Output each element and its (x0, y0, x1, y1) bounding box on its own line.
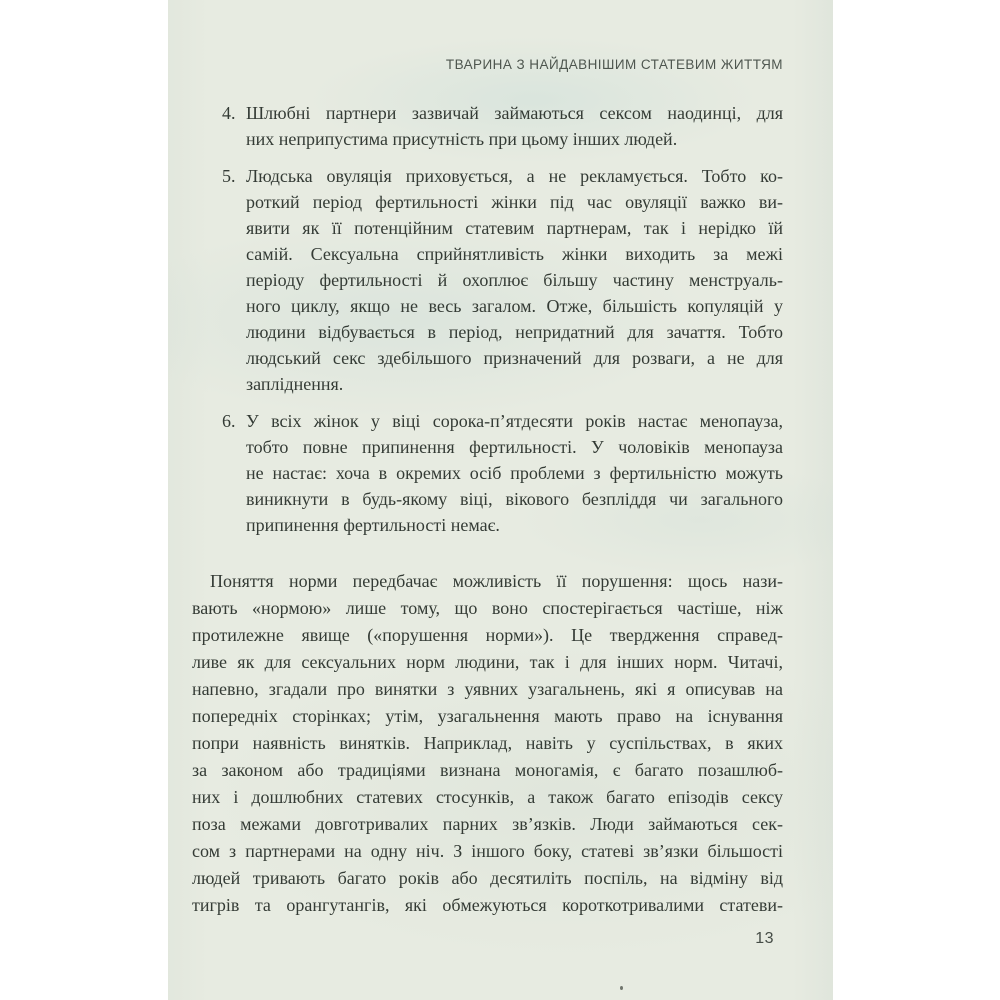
list-item (222, 100, 783, 152)
list-item-number: 5. (222, 166, 236, 186)
text-line: них неприпустима присутність при цьому інших людей. (246, 129, 678, 149)
list-item-number: 4. (222, 103, 236, 123)
list-item (222, 163, 783, 397)
text-line: людей тривають багато років або десятиліть поспіль, на відміну від (192, 868, 783, 888)
book-page (168, 0, 833, 1000)
list-item-text (246, 163, 783, 397)
text-line: періоду фертильності й охоплює більшу частину менструаль- (246, 270, 783, 290)
text-line: У всіх жінок у віці сорока-п’ятдесяти років настає менопауза, (246, 411, 783, 431)
body-paragraph (192, 568, 783, 919)
list-item (222, 408, 783, 538)
text-line: ного циклу, якщо не весь загалом. Отже, більшість копуляцій у (246, 296, 783, 316)
text-line: людський секс здебільшого призначений для розваги, а не для (246, 348, 783, 368)
text-line: попри наявність винятків. Наприклад, навіть у суспільствах, в яких (192, 733, 783, 753)
text-line: Шлюбні партнери зазвичай займаються сексом наодинці, для (246, 103, 783, 123)
text-line: Поняття норми передбачає можливість її порушення: щось нази- (210, 571, 783, 591)
list-item-number: 6. (222, 411, 236, 431)
text-line: протилежне явище («порушення норми»). Це твердження справед- (192, 625, 783, 645)
numbered-list (222, 100, 783, 538)
text-line: роткий період фертильності жінки під час овуляції важко ви- (246, 192, 783, 212)
text-line: сом з партнерами на одну ніч. З іншого боку, статеві зв’язки більшості (192, 841, 783, 861)
list-item-text (246, 100, 783, 152)
text-line: ливе як для сексуальних норм людини, так і для інших норм. Читачі, (192, 652, 783, 672)
text-line: попередніх сторінках; утім, узагальнення мають право на існування (192, 706, 783, 726)
text-line: тобто повне припинення фертильності. У чоловіків менопауза (246, 437, 783, 457)
text-line: припинення фертильності немає. (246, 515, 500, 535)
text-line: вають «нормою» лише тому, що воно спостерігається частіше, ніж (192, 598, 783, 618)
text-line: самій. Сексуальна сприйнятливість жінки виходить за межі (246, 244, 783, 264)
text-line: явити як її потенційним статевим партнерам, так і нерідко їй (246, 218, 783, 238)
text-line: не настає: хоча в окремих осіб проблеми з фертильністю можуть (246, 463, 783, 483)
running-header: ТВАРИНА З НАЙДАВНІШИМ СТАТЕВИМ ЖИТТЯМ (445, 57, 783, 72)
text-line: виникнути в будь-якому віці, вікового безпліддя чи загального (246, 489, 783, 509)
text-line: Людська овуляція приховується, а не рекламується. Тобто ко- (246, 166, 783, 186)
page-number: 13 (755, 930, 774, 947)
list-item-text (246, 408, 783, 538)
text-line: них і дошлюбних статевих стосунків, а також багато епізодів сексу (192, 787, 783, 807)
dust-speck (620, 986, 623, 990)
text-line: за законом або традиціями визнана моногамія, є багато позашлюб- (192, 760, 783, 780)
text-line: тигрів та орангутангів, які обмежуються короткотривалими статеви- (192, 895, 783, 915)
text-line: людини відбувається в період, непридатний для зачаття. Тобто (246, 322, 783, 342)
text-line: напевно, згадали про винятки з уявних узагальнень, які я описував на (192, 679, 783, 699)
text-line: поза межами довготривалих парних зв’язків. Люди займаються сек- (192, 814, 783, 834)
text-line: запліднення. (246, 374, 344, 394)
page-content (168, 0, 833, 1000)
